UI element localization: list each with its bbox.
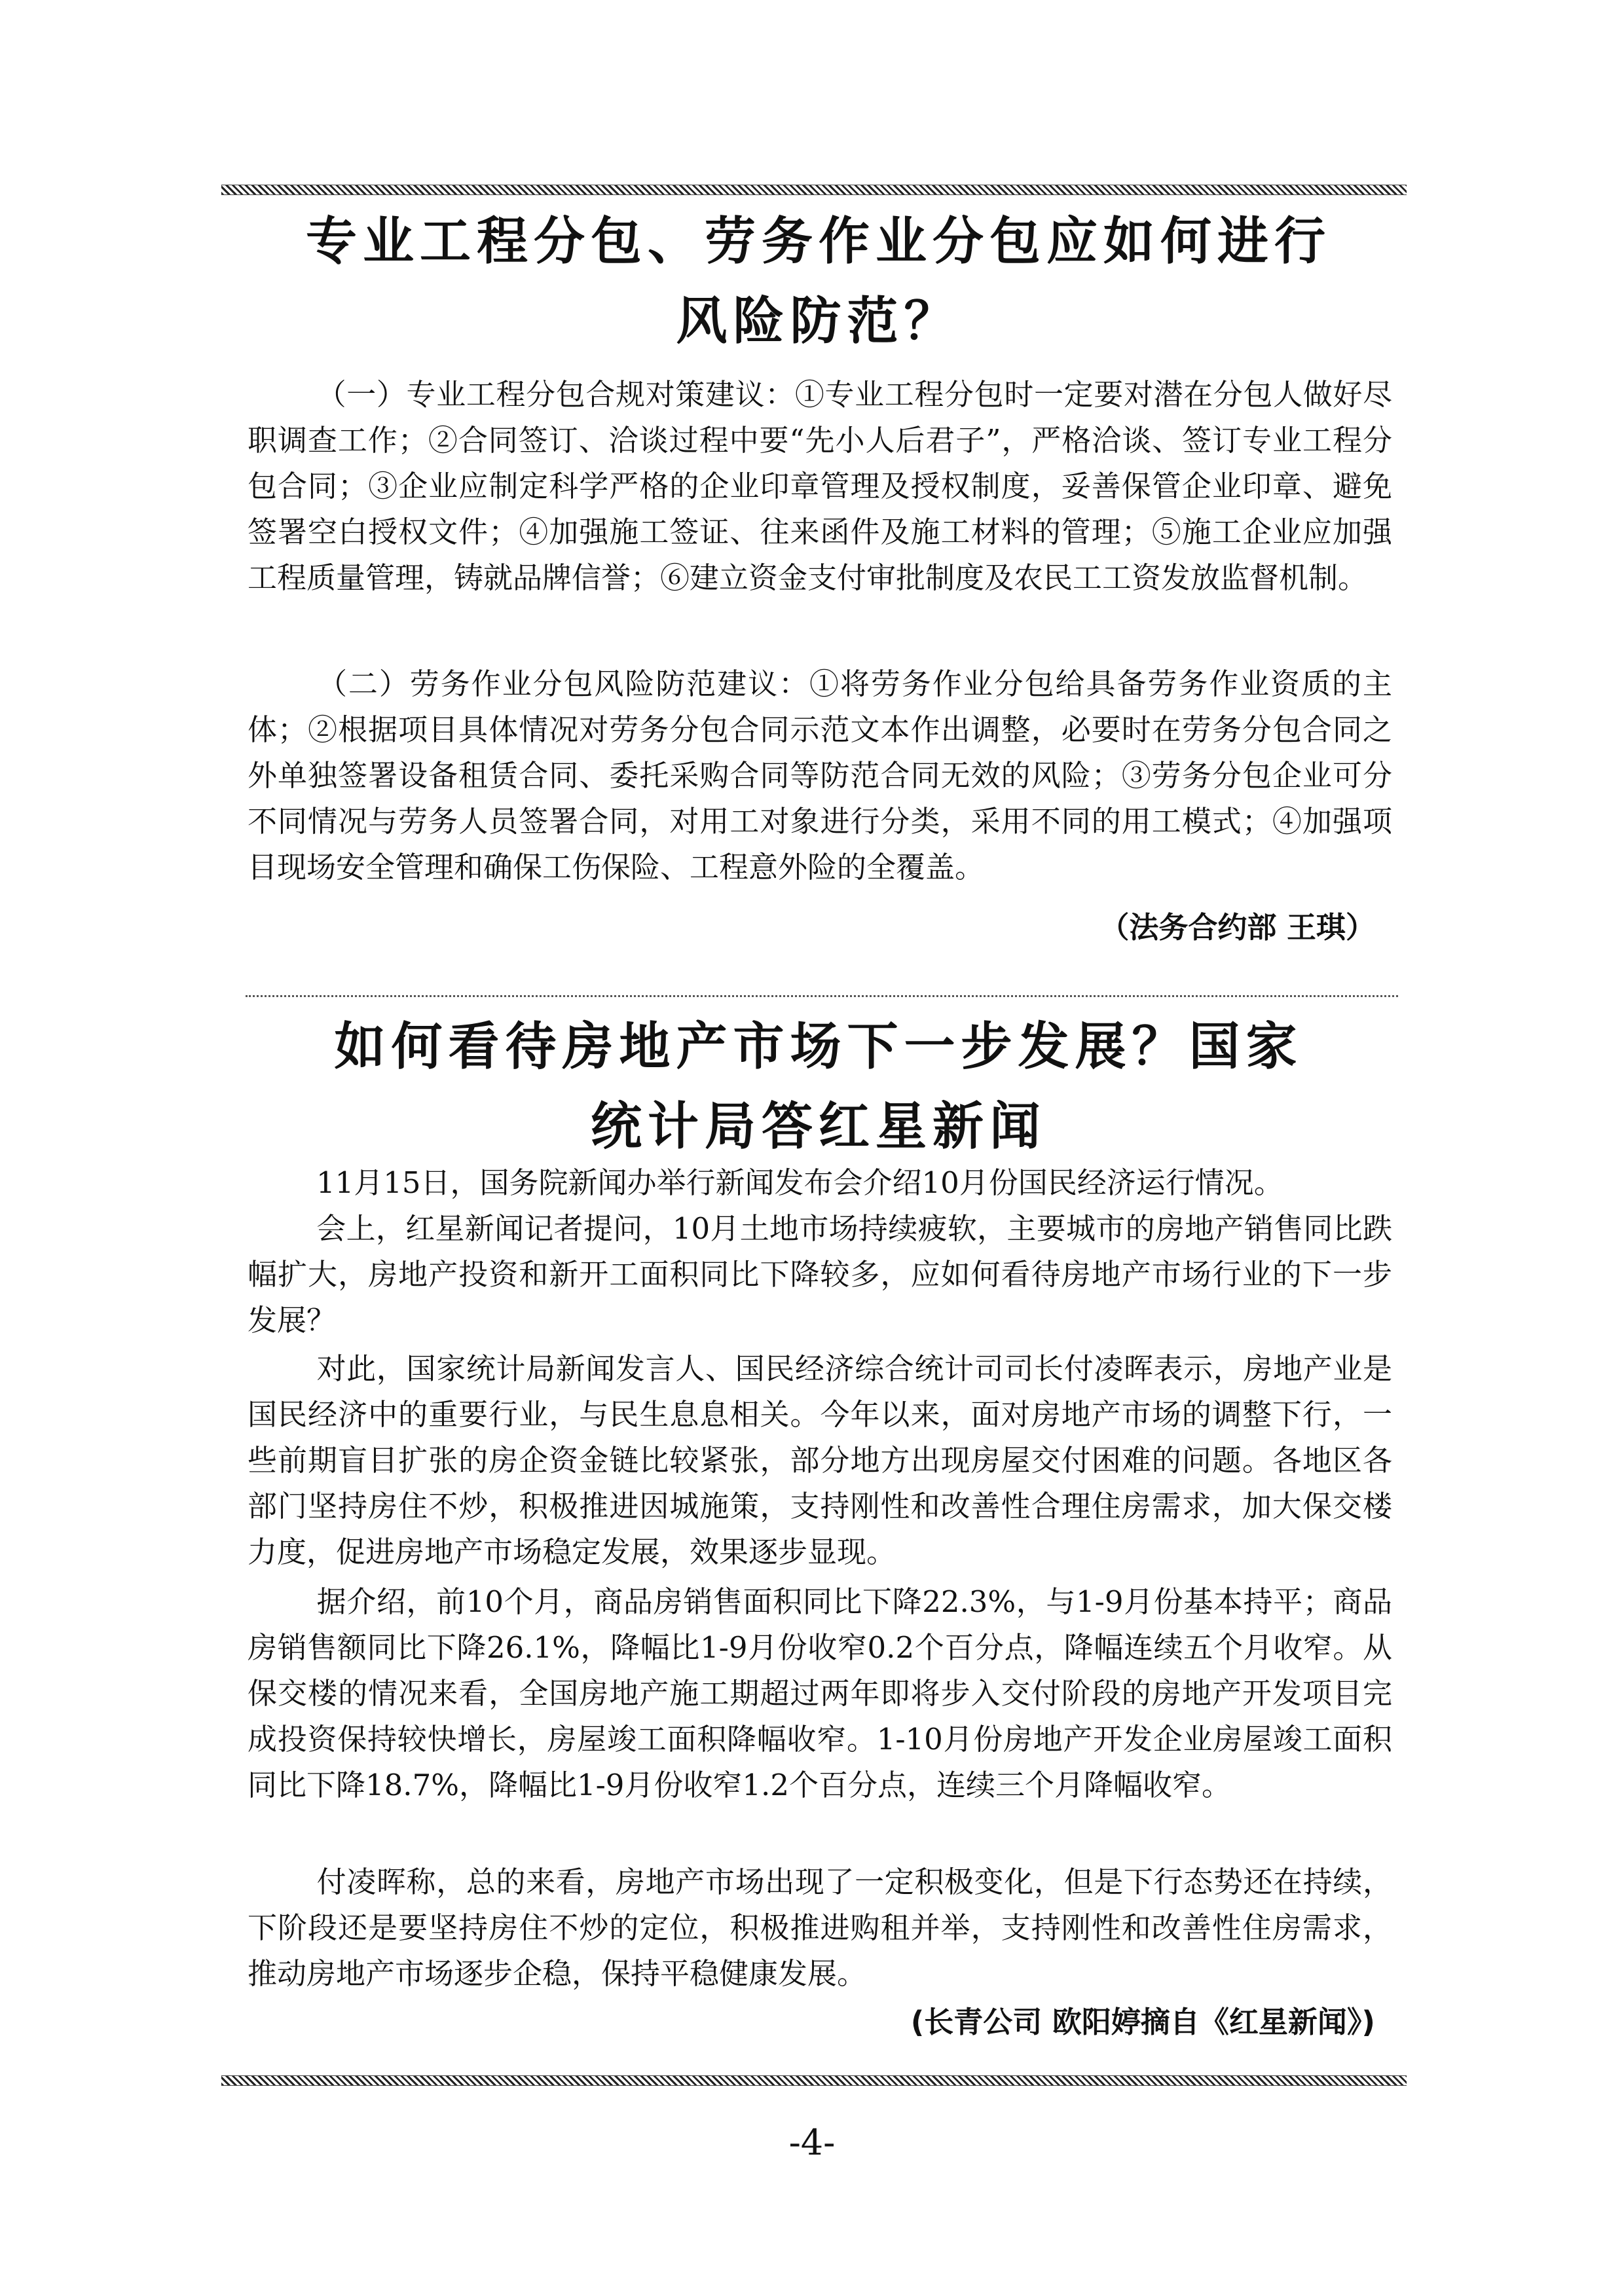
article1-signature: （法务合约部 王琪）	[1099, 910, 1375, 945]
article1-title-line2: 风险防范？	[676, 291, 961, 351]
top-border-rule	[221, 185, 1407, 195]
section-divider	[246, 995, 1398, 997]
article2-paragraph-1: 11月15日，国务院新闻办举行新闻发布会介绍10月份国民经济运行情况。	[316, 1165, 1283, 1200]
article1-title-line1: 专业工程分包、劳务作业分包应如何进行	[305, 211, 1331, 271]
page-number: -4-	[788, 2122, 836, 2163]
article2-title-line1: 如何看待房地产市场下一步发展？国家	[334, 1017, 1303, 1076]
article1-paragraph-2: （二）劳务作业分包风险防范建议：①将劳务作业分包给具备劳务作业资质的主体；②根据项目具体情况对劳务分包合同示范文本作出调整，必要时在劳务分包合同之外单独签署设备租赁合同、委托采购合同等防范合同无效的风险；③劳务分包企业可分不同情况与劳务人员签署合同，对用工对象进行分类，采用不同的用工模式；④加强项目现场安全管理和确保工伤保险、工程意外险的全覆盖。	[248, 666, 1392, 884]
article2-paragraph-2: 会上，红星新闻记者提问，10月土地市场持续疲软，主要城市的房地产销售同比跌幅扩大，房地产投资和新开工面积同比下降较多，应如何看待房地产市场行业的下一步发展？	[248, 1211, 1392, 1338]
article2-title-line2: 统计局答红星新闻	[590, 1097, 1046, 1156]
article2-paragraph-5: 付凌晖称，总的来看，房地产市场出现了一定积极变化，但是下行态势还在持续，下阶段还是要坚持房住不炒的定位，积极推进购租并举，支持刚性和改善性住房需求，推动房地产市场逐步企稳，保持平稳健康发展。	[248, 1865, 1392, 1991]
article1-paragraph-1: （一）专业工程分包合规对策建议：①专业工程分包时一定要对潜在分包人做好尽职调查工作；②合同签订、洽谈过程中要“先小人后君子”，严格洽谈、签订专业工程分包合同；③企业应制定科学严格的企业印章管理及授权制度，妥善保管企业印章、避免签署空白授权文件；④加强施工签证、往来函件及施工材料的管理；⑤施工企业应加强工程质量管理，铸就品牌信誉；⑥建立资金支付审批制度及农民工工资发放监督机制。	[248, 377, 1392, 595]
article2-paragraph-3: 对此，国家统计局新闻发言人、国民经济综合统计司司长付凌晖表示，房地产业是国民经济中的重要行业，与民生息息相关。今年以来，面对房地产市场的调整下行，一些前期盲目扩张的房企资金链比较紧张，部分地方出现房屋交付困难的问题。各地区各部门坚持房住不炒，积极推进因城施策，支持刚性和改善性合理住房需求，加大保交楼力度，促进房地产市场稳定发展，效果逐步显现。	[248, 1351, 1392, 1569]
bottom-border-rule	[221, 2075, 1407, 2086]
article2-signature: (长青公司 欧阳婷摘自《红星新闻》)	[910, 2005, 1375, 2039]
article2-paragraph-4: 据介绍，前10个月，商品房销售面积同比下降22.3%，与1-9月份基本持平；商品房销售额同比下降26.1%，降幅比1-9月份收窄0.2个百分点，降幅连续五个月收窄。从保交楼的情况来看，全国房地产施工期超过两年即将步入交付阶段的房地产开发项目完成投资保持较快增长，房屋竣工面积降幅收窄。1-10月份房地产开发企业房屋竣工面积同比下降18.7%，降幅比1-9月份收窄1.2个百分点，连续三个月降幅收窄。	[248, 1584, 1392, 1802]
